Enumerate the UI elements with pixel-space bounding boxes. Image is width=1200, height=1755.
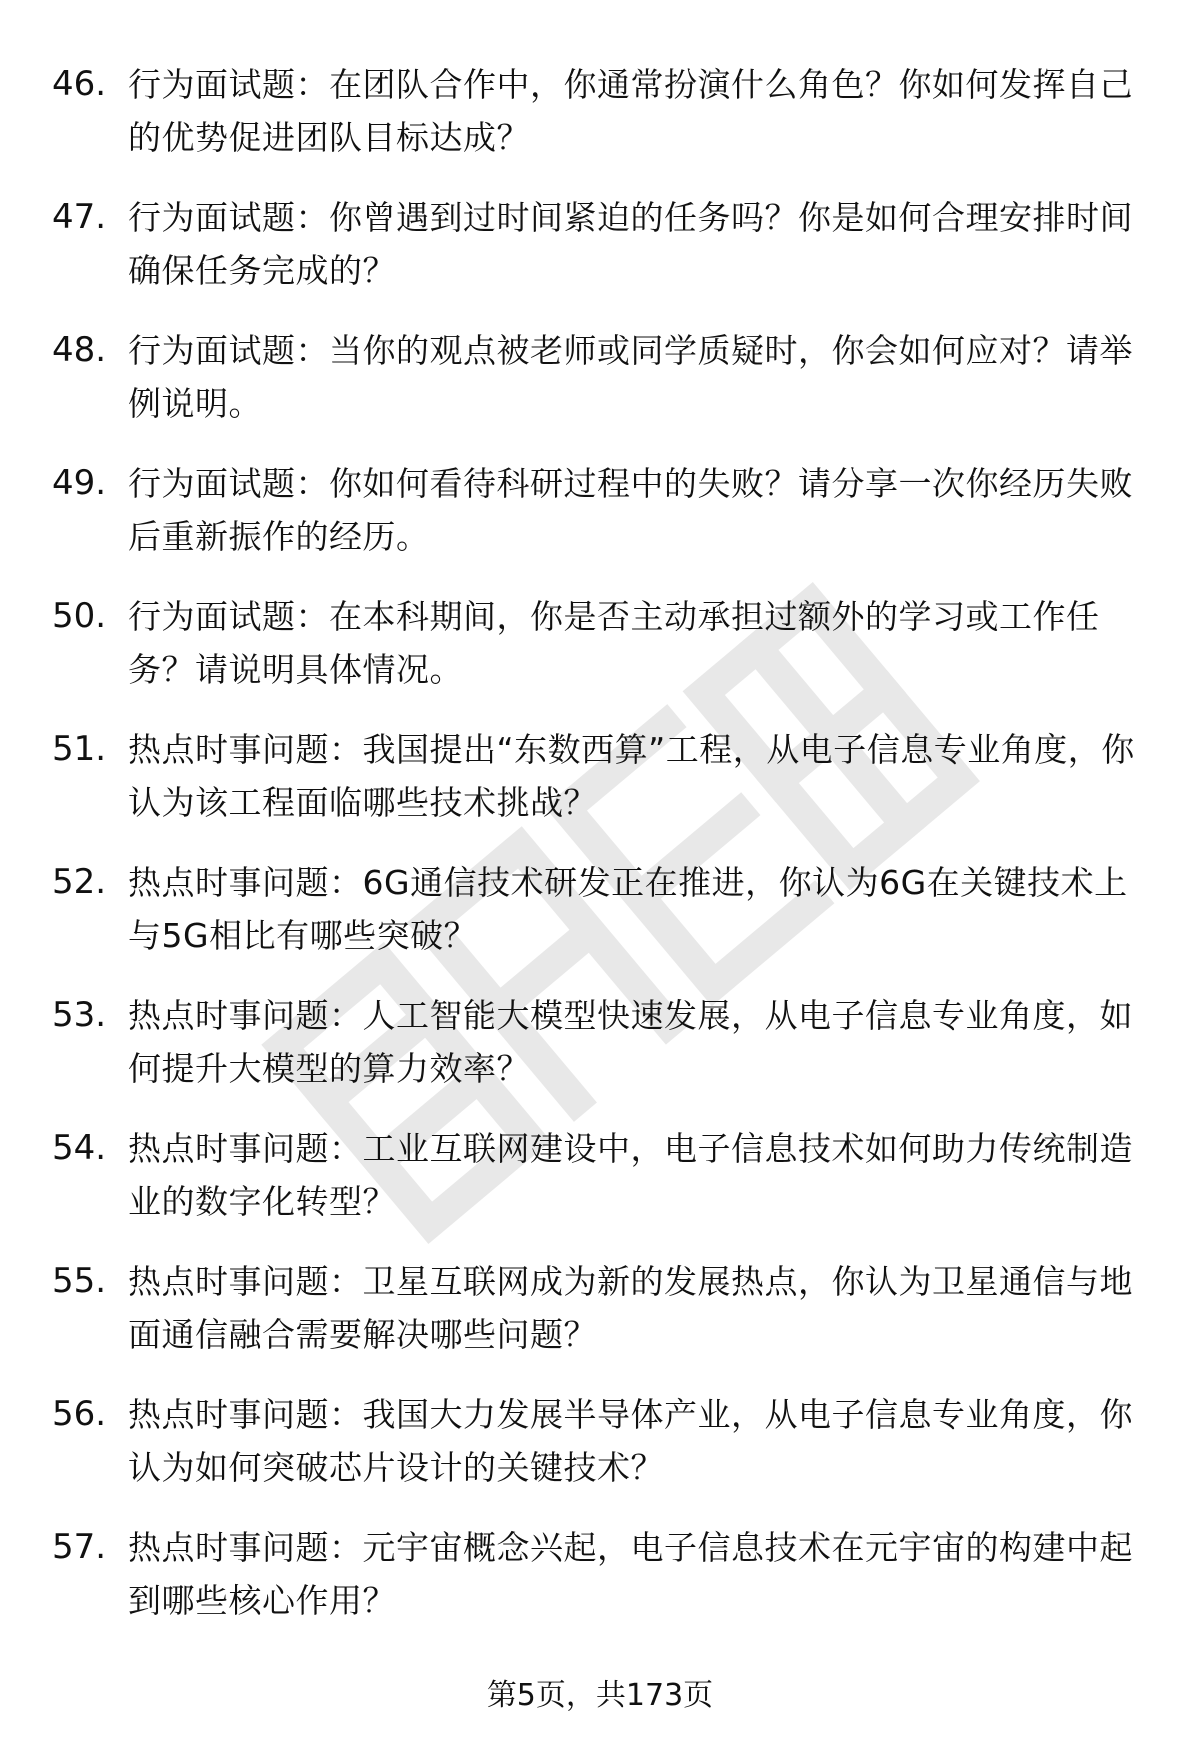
question-text: 热点时事问题：6G通信技术研发正在推进，你认为6G在关键技术上与5G相比有哪些突破？ bbox=[128, 863, 1128, 955]
list-item bbox=[52, 590, 1142, 723]
question-number: 54. bbox=[52, 1128, 107, 1168]
question-number: 52. bbox=[52, 862, 107, 902]
question-number: 46. bbox=[52, 64, 107, 104]
list-item bbox=[52, 1255, 1142, 1388]
question-number: 47. bbox=[52, 197, 107, 237]
list-item bbox=[52, 1388, 1142, 1521]
question-number: 53. bbox=[52, 995, 107, 1035]
list-item bbox=[52, 856, 1142, 989]
question-number: 50. bbox=[52, 596, 107, 636]
question-text: 热点时事问题：我国大力发展半导体产业，从电子信息专业角度，你认为如何突破芯片设计的关键技术？ bbox=[128, 1395, 1133, 1487]
page-number-footer: 第5页，共173页 bbox=[486, 1678, 714, 1713]
question-text: 行为面试题：在团队合作中，你通常扮演什么角色？你如何发挥自己的优势促进团队目标达成？ bbox=[128, 65, 1133, 157]
question-text: 行为面试题：当你的观点被老师或同学质疑时，你会如何应对？请举例说明。 bbox=[128, 331, 1133, 423]
question-list bbox=[52, 58, 1142, 1654]
question-text: 行为面试题：在本科期间，你是否主动承担过额外的学习或工作任务？请说明具体情况。 bbox=[128, 597, 1100, 689]
question-text: 热点时事问题：人工智能大模型快速发展，从电子信息专业角度，如何提升大模型的算力效率？ bbox=[128, 996, 1133, 1088]
list-item bbox=[52, 324, 1142, 457]
question-text: 热点时事问题：我国提出“东数西算”工程，从电子信息专业角度，你认为该工程面临哪些技术挑战？ bbox=[128, 730, 1135, 822]
question-number: 57. bbox=[52, 1527, 107, 1567]
list-item bbox=[52, 191, 1142, 324]
question-text: 热点时事问题：工业互联网建设中，电子信息技术如何助力传统制造业的数字化转型？ bbox=[128, 1129, 1133, 1221]
list-item bbox=[52, 1521, 1142, 1654]
question-number: 56. bbox=[52, 1394, 107, 1434]
question-text: 热点时事问题：元宇宙概念兴起，电子信息技术在元宇宙的构建中起到哪些核心作用？ bbox=[128, 1528, 1133, 1620]
list-item bbox=[52, 989, 1142, 1122]
question-number: 55. bbox=[52, 1261, 107, 1301]
list-item bbox=[52, 1122, 1142, 1255]
list-item bbox=[52, 723, 1142, 856]
question-text: 热点时事问题：卫星互联网成为新的发展热点，你认为卫星通信与地面通信融合需要解决哪些问题？ bbox=[128, 1262, 1133, 1354]
question-number: 49. bbox=[52, 463, 107, 503]
list-item bbox=[52, 58, 1142, 191]
question-number: 51. bbox=[52, 729, 107, 769]
question-text: 行为面试题：你如何看待科研过程中的失败？请分享一次你经历失败后重新振作的经历。 bbox=[128, 464, 1133, 556]
question-number: 48. bbox=[52, 330, 107, 370]
list-item bbox=[52, 457, 1142, 590]
question-text: 行为面试题：你曾遇到过时间紧迫的任务吗？你是如何合理安排时间确保任务完成的？ bbox=[128, 198, 1133, 290]
